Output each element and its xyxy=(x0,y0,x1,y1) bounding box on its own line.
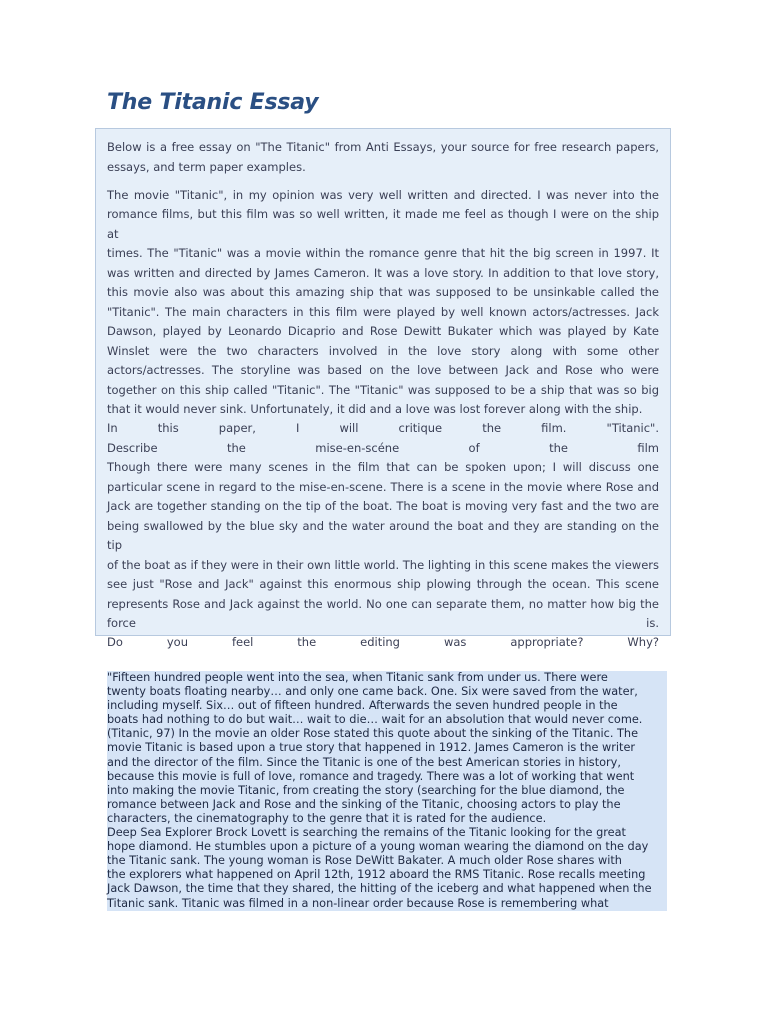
quote-line: and the director of the film. Since the Titanic is one of the best American stories in history, xyxy=(107,756,667,770)
essay-line: that it would never sink. Unfortunately, it did and a love was lost forever along with the ship. xyxy=(107,401,643,416)
quote-line: into making the movie Titanic, from creating the story (searching for the blue diamond, the xyxy=(107,784,667,798)
quote-line: romance between Jack and Rose and the sinking of the Titanic, choosing actors to play the xyxy=(107,798,667,812)
intro-text: Below is a free essay on "The Titanic" from Anti Essays, your source for free research papers, essays, and term paper examples. xyxy=(107,140,659,174)
quote-line: the Titanic sank. The young woman is Rose DeWitt Bakater. A much older Rose shares with xyxy=(107,854,667,868)
quote-line: the explorers what happened on April 12th, 1912 aboard the RMS Titanic. Rose recalls meeting xyxy=(107,868,667,882)
essay-line: romance films, but this film was so well written, it made me feel as though I were on the ship at xyxy=(107,207,659,241)
essay-line: Winslet were the two characters involved in the love story along with some other xyxy=(107,343,659,358)
essay-line: Jack are together standing on the tip of the boat. The boat is moving very fast and the two are xyxy=(107,499,659,514)
quote-line: because this movie is full of love, romance and tragedy. There was a lot of working that went xyxy=(107,770,667,784)
essay-line: was written and directed by James Cameron. It was a love story. In addition to that love story, xyxy=(107,265,659,280)
quote-line: Titanic sank. Titanic was filmed in a non-linear order because Rose is remembering what xyxy=(107,897,667,911)
quote-line: including myself. Six… out of fifteen hundred. Afterwards the seven hundred people in the xyxy=(107,699,667,713)
essay-line: this movie also was about this amazing ship that was supposed to be unsinkable called the xyxy=(107,285,659,300)
quote-section xyxy=(107,671,667,911)
essay-line: Dawson, played by Leonardo Dicaprio and Rose Dewitt Bukater which was played by Kate xyxy=(107,324,659,339)
essay-line: see just "Rose and Jack" against this enormous ship plowing through the ocean. This scene xyxy=(107,577,659,592)
essay-line: actors/actresses. The storyline was based on the love between Jack and Rose who were xyxy=(107,363,659,378)
essay-body xyxy=(107,186,659,653)
essay-line: times. The "Titanic" was a movie within the romance genre that hit the big screen in 1997. It xyxy=(107,246,659,261)
quote-line: movie Titanic is based upon a true story that happened in 1912. James Cameron is the writer xyxy=(107,741,667,755)
essay-line: particular scene in regard to the mise-en-scene. There is a scene in the movie where Rose and xyxy=(107,479,659,494)
page-title: The Titanic Essay xyxy=(107,90,319,115)
essay-line: The movie "Titanic", in my opinion was very well written and directed. I was never into the xyxy=(107,188,659,202)
essay-line: Describe the mise-en-scéne of the film xyxy=(107,440,659,455)
essay-line: force is. xyxy=(107,615,659,630)
quote-line: (Titanic, 97) In the movie an older Rose stated this quote about the sinking of the Titanic. The xyxy=(107,727,667,741)
quote-line: twenty boats floating nearby… and only one came back. One. Six were saved from the water, xyxy=(107,685,667,699)
essay-line: Do you feel the editing was appropriate? Why? xyxy=(107,635,659,650)
quote-line: boats had nothing to do but wait… wait to die… wait for an absolution that would never come. xyxy=(107,713,667,727)
essay-line: Though there were many scenes in the film that can be spoken upon; I will discuss one xyxy=(107,460,659,475)
essay-line: together on this ship called "Titanic". The "Titanic" was supposed to be a ship that was so big xyxy=(107,382,659,397)
essay-line: being swallowed by the blue sky and the water around the boat and they are standing on the tip xyxy=(107,518,659,553)
quote-line: hope diamond. He stumbles upon a picture of a young woman wearing the diamond on the day xyxy=(107,840,667,854)
quote-line: "Fifteen hundred people went into the sea, when Titanic sank from under us. There were xyxy=(107,671,667,685)
essay-line: of the boat as if they were in their own little world. The lighting in this scene makes the viewers xyxy=(107,557,659,572)
quote-line: Deep Sea Explorer Brock Lovett is searching the remains of the Titanic looking for the great xyxy=(107,826,667,840)
essay-line: represents Rose and Jack against the world. No one can separate them, no matter how big the xyxy=(107,596,659,611)
quote-line: characters, the cinematography to the genre that it is rated for the audience. xyxy=(107,812,667,826)
essay-preview-box xyxy=(95,128,671,650)
quote-line: Jack Dawson, the time that they shared, the hitting of the iceberg and what happened when the xyxy=(107,882,667,896)
essay-line: "Titanic". The main characters in this film were played by well known actors/actresses. Jack xyxy=(107,304,659,319)
essay-line: In this paper, I will critique the film. "Titanic". xyxy=(107,421,659,436)
